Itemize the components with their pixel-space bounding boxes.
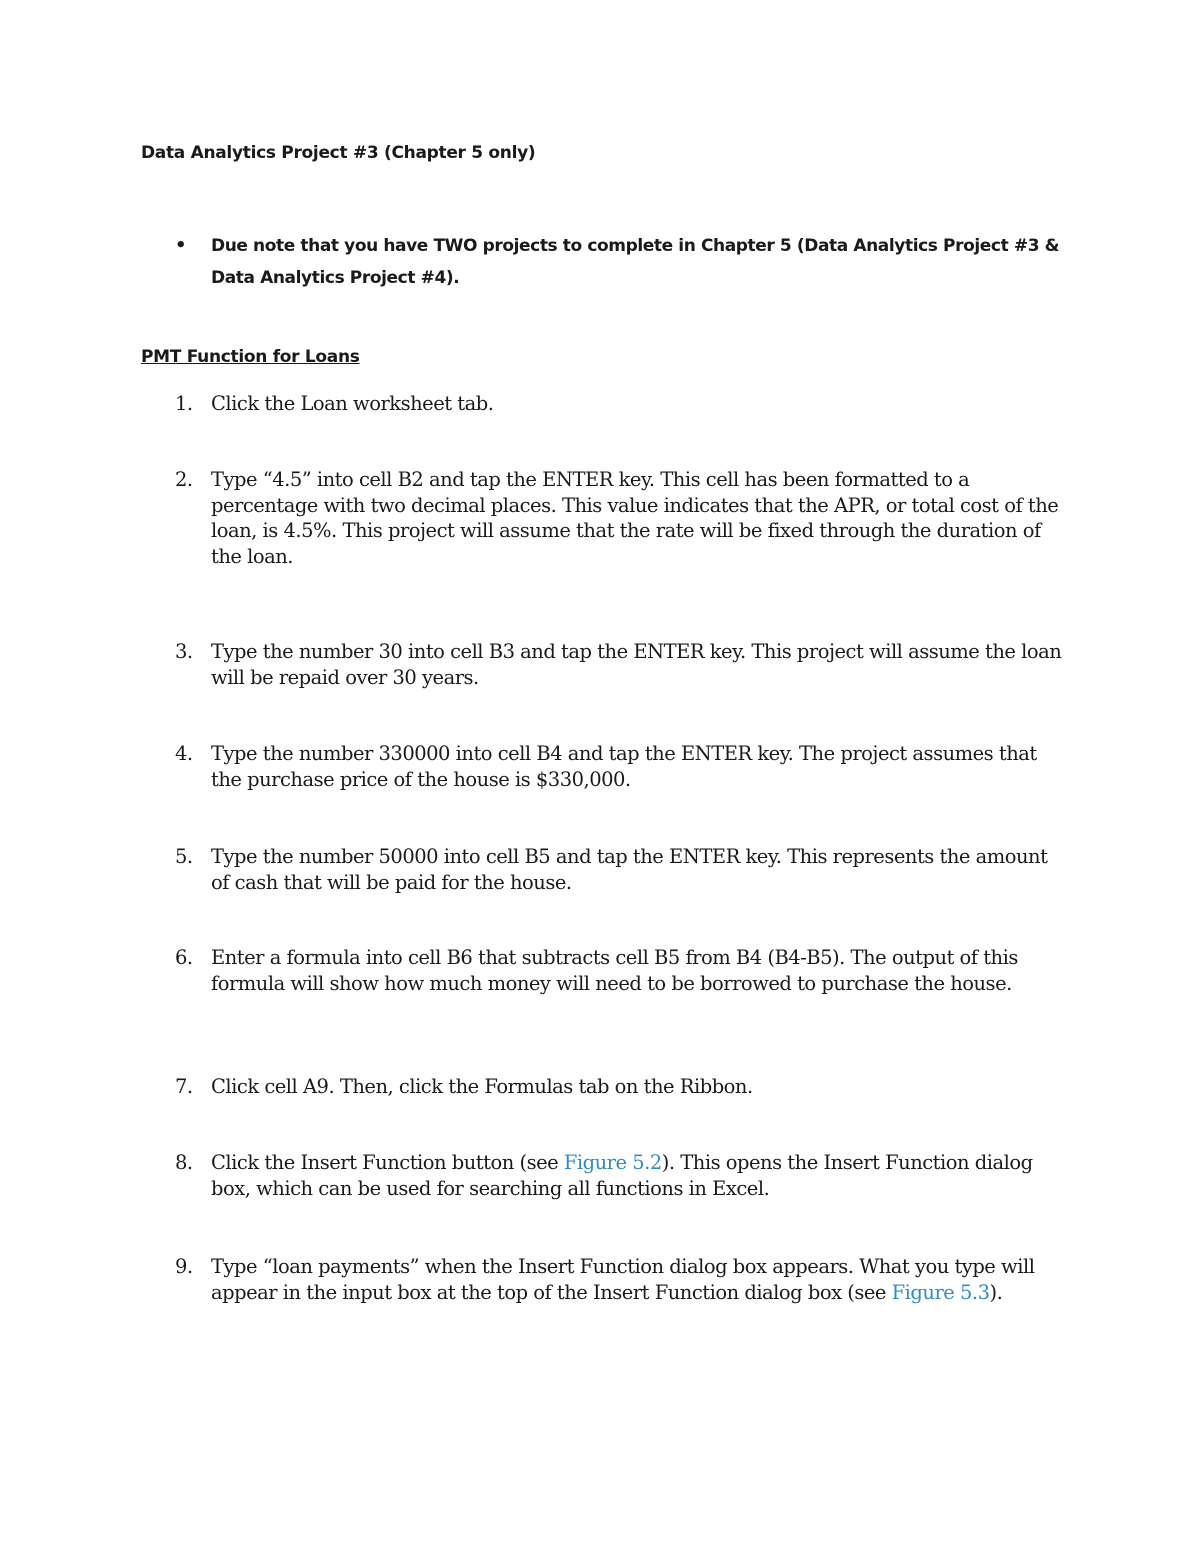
step-item bbox=[141, 844, 1071, 895]
step-text: Type the number 30 into cell B3 and tap the ENTER key. This project will assume the loan will be repaid over 30 years. bbox=[211, 640, 1062, 689]
step-number: 2. bbox=[175, 468, 193, 491]
note-bullet-list bbox=[141, 230, 1071, 294]
step-text-after-link: ). bbox=[989, 1280, 1003, 1304]
step-number: 4. bbox=[175, 742, 193, 765]
step-item bbox=[141, 391, 1071, 417]
document-title: Data Analytics Project #3 (Chapter 5 only) bbox=[141, 143, 536, 163]
step-item bbox=[141, 945, 1071, 996]
figure-5-2-link[interactable]: Figure 5.2 bbox=[563, 1151, 662, 1174]
step-number: 5. bbox=[175, 845, 193, 868]
step-text: Enter a formula into cell B6 that subtracts cell B5 from B4 (B4-B5). The output of this formula will show how much money will need to be borrowed to purchase the house. bbox=[211, 946, 1018, 995]
step-number: 9. bbox=[175, 1255, 193, 1278]
step-text-after-link: ). This opens the Insert Function dialog box, which can be used for searching all functions in Excel. bbox=[211, 1151, 1033, 1200]
step-number: 8. bbox=[175, 1151, 193, 1174]
step-item bbox=[141, 1074, 1071, 1100]
step-item bbox=[141, 1150, 1071, 1201]
figure-5-3-link[interactable]: Figure 5.3 bbox=[891, 1280, 990, 1304]
note-bullet-item bbox=[141, 230, 1071, 294]
section-heading: PMT Function for Loans bbox=[141, 347, 360, 367]
step-text bbox=[211, 1254, 1071, 1305]
step-text: Type the number 330000 into cell B4 and tap the ENTER key. The project assumes that the purchase price of the house is $330,000. bbox=[211, 742, 1037, 791]
step-number: 6. bbox=[175, 946, 193, 969]
step-item bbox=[141, 467, 1071, 569]
step-number: 7. bbox=[175, 1075, 193, 1098]
step-text bbox=[211, 1150, 1071, 1201]
step-text-before-link: Type “loan payments” when the Insert Function dialog box appears. What you type will appear in the input box at the top of the Insert Function dialog box (see bbox=[211, 1255, 1035, 1304]
bullet-icon: • bbox=[175, 235, 187, 256]
step-number: 1. bbox=[175, 392, 193, 415]
step-text: Click the Loan worksheet tab. bbox=[211, 392, 494, 415]
step-text: Click cell A9. Then, click the Formulas tab on the Ribbon. bbox=[211, 1075, 753, 1098]
step-text: Type “4.5” into cell B2 and tap the ENTER key. This cell has been formatted to a percentage with two decimal places. This value indicates that the APR, or total cost of the loan, is 4.5%. This project will assume that the rate will be fixed through the duration of the loan. bbox=[211, 468, 1059, 568]
step-item bbox=[141, 741, 1071, 792]
step-number: 3. bbox=[175, 640, 193, 663]
bullet-text: Due note that you have TWO projects to complete in Chapter 5 (Data Analytics Project #3 & Data Analytics Project #4). bbox=[211, 236, 1060, 288]
step-item bbox=[141, 639, 1071, 690]
step-text-before-link: Click the Insert Function button (see bbox=[211, 1151, 564, 1174]
step-text: Type the number 50000 into cell B5 and tap the ENTER key. This represents the amount of cash that will be paid for the house. bbox=[211, 845, 1048, 894]
step-item bbox=[141, 1254, 1071, 1305]
